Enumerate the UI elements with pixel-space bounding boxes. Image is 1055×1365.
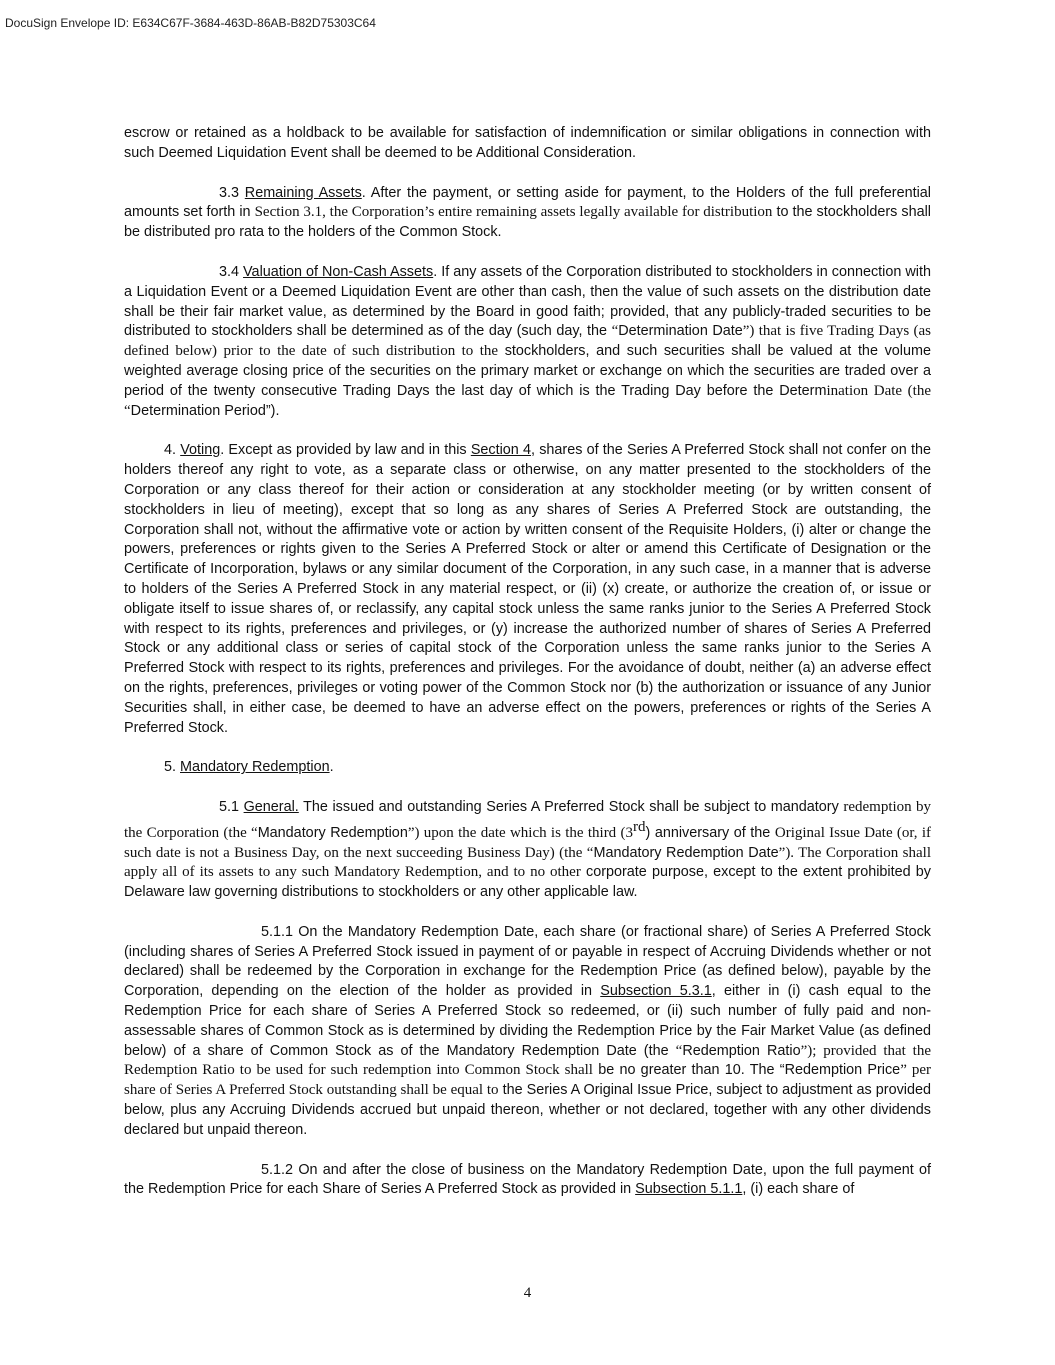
docusign-envelope-id: DocuSign Envelope ID: E634C67F-3684-463D-86AB-B82D75303C64 bbox=[5, 16, 376, 30]
section-5-1: 5.1 General. The issued and outstanding Series A Preferred Stock shall be subject to mandatory redemption by the Corporation (the “Mandatory Redemption”) upon the date which is the third (3rd) anniversary of the Original Issue Date (or, if such date is not a Business Day, on the next succeeding Business Day) (the “Mandatory Redemption Date”). The Corporation shall apply all of its assets to any such Mandatory Redemption, and to no other corporate purpose, except to the extent prohibited by Delaware law governing distributions to stockholders or any other applicable law. bbox=[124, 799, 931, 901]
section-reference: Subsection 5.3.1 bbox=[600, 983, 712, 1000]
section-number: 5. bbox=[164, 759, 180, 776]
section-3-4: 3.4 Valuation of Non-Cash Assets. If any assets of the Corporation distributed to stockholders in connection with a Liquidation Event or a Deemed Liquidation Event are other than cash, then the value of such assets on the distribution date shall be their fair market value, as determined by the Board in good faith; provided, that any publicly-traded securities to be distributed to stockholders shall be determined as of the day (such day, the “Determination Date”) that is five Trading Days (as defined below) prior to the date of such distribution to the stockholders, and such securities shall be valued at the volume weighted average closing price of the securities on the primary market or exchange on which the securities are traded over a period of the twenty consecutive Trading Days the last day of which is the Trading Day before the Determination Date (the “Determination Period”). bbox=[124, 263, 931, 419]
section-number: 3.3 bbox=[219, 184, 245, 201]
section-5: 5. Mandatory Redemption. bbox=[164, 759, 334, 776]
section-reference: Section 4 bbox=[470, 442, 532, 459]
section-3-3: 3.3 Remaining Assets. After the payment, or setting aside for payment, to the Holders of the full preferential amounts set forth in Section 3.1, the Corporation’s entire remaining assets legally available for distribution to the stockholders shall be distributed pro rata to the holders of the Common Stock. bbox=[124, 184, 931, 241]
page-number: 4 bbox=[523, 1285, 532, 1301]
section-4: 4. Voting. Except as provided by law and in this Section 4, shares of the Series A Preferred Stock shall not confer on the holders thereof any right to vote, as a separate class or otherwise, on any matter presented to the stockholders of the Corporation or any class thereof for their action or consideration at any stockholder meeting (or by written consent of stockholders in lieu of meeting), except that so long as any shares of Series A Preferred Stock are outstanding, the Corporation shall not, without the affirmative vote or action by written consent of the Requisite Holders, (i) alter or change the powers, preferences or rights given to the Series A Preferred Stock or alter or amend this Certificate of Designation or the Certificate of Incorporation, bylaws or any similar document of the Corporation, in any such case, in a manner that is adverse to holders of the Series A Preferred Stock in any material respect, or (ii) (x) create, or authorize the creation of, or issue or obligate itself to issue shares of, or reclassify, any capital stock unless the same ranks junior to the Series A Preferred Stock with respect to its rights, preferences and privileges, or (y) increase the authorized number of shares of Series A Preferred Stock or any additional class or series of capital stock of the Corporation unless the same ranks junior to the Series A Preferred Stock with respect to its rights, preferences and privileges. For the avoidance of doubt, neither (a) an adverse effect on the rights, preferences, privileges or voting power of the Common Stock nor (b) the authorization or issuance of any Junior Securities shall, in either case, be deemed to have an adverse effect on the powers, preferences or rights of the Series A Preferred Stock. bbox=[124, 442, 931, 736]
section-number: 5.1.2 bbox=[261, 1161, 299, 1178]
section-title: Voting bbox=[180, 442, 221, 459]
defined-term: Mandatory Redemption bbox=[257, 824, 408, 841]
section-number: 4. bbox=[164, 442, 181, 459]
defined-term: Redemption Price bbox=[784, 1062, 901, 1079]
document-page bbox=[124, 124, 931, 1220]
section-number: 3.4 bbox=[219, 263, 244, 280]
section-5-1-1: 5.1.1 On the Mandatory Redemption Date, each share (or fractional share) of Series A Preferred Stock (including shares of Series A Preferred Stock issued in payment of or payable in respect of Accruing Dividends whether or not declared) shall be redeemed by the Corporation in exchange for the Redemption Price (as defined below), payable by the Corporation, depending on the election of the holder as provided in Subsection 5.3.1, either in (i) cash equal to the Redemption Price for each share of Series A Preferred Stock so redeemed, or (ii) such number of fully paid and non-assessable shares of Common Stock as is determined by dividing the Redemption Price by the Fair Market Value (as defined below) of a share of Common Stock as of the Mandatory Redemption Date (the “Redemption Ratio”); provided that the Redemption Ratio to be used for such redemption into Common Stock shall be no greater than 10. The “Redemption Price” per share of Series A Preferred Stock outstanding shall be equal to the Series A Original Issue Price, subject to adjustment as provided below, plus any Accruing Dividends accrued but unpaid thereon, whether or not declared, together with any other dividends declared but unpaid thereon. bbox=[124, 923, 931, 1138]
defined-term: Determination Date bbox=[618, 323, 743, 340]
defined-term: Mandatory Redemption Date bbox=[593, 844, 779, 861]
section-title: Valuation of Non-Cash Assets bbox=[243, 263, 434, 280]
section-reference: Subsection 5.1.1 bbox=[635, 1181, 743, 1198]
paragraph-continuation: escrow or retained as a holdback to be available for satisfaction of indemnification or similar obligations in connection with such Deemed Liquidation Event shall be deemed to be Additional Consideration. bbox=[124, 125, 931, 161]
section-title: General. bbox=[243, 799, 299, 816]
section-number: 5.1 bbox=[219, 799, 244, 816]
section-number: 5.1.1 bbox=[261, 923, 299, 940]
defined-term: Redemption Ratio bbox=[682, 1042, 801, 1059]
section-title: Mandatory Redemption bbox=[180, 759, 330, 776]
section-5-1-2: 5.1.2 On and after the close of business on the Mandatory Redemption Date, upon the full payment of the Redemption Price for each Share of Series A Preferred Stock as provided in Subsection 5.1.1, (i) each share of bbox=[124, 1161, 931, 1198]
defined-term: Determination Period bbox=[130, 402, 266, 419]
section-title: Remaining Assets bbox=[244, 184, 362, 201]
